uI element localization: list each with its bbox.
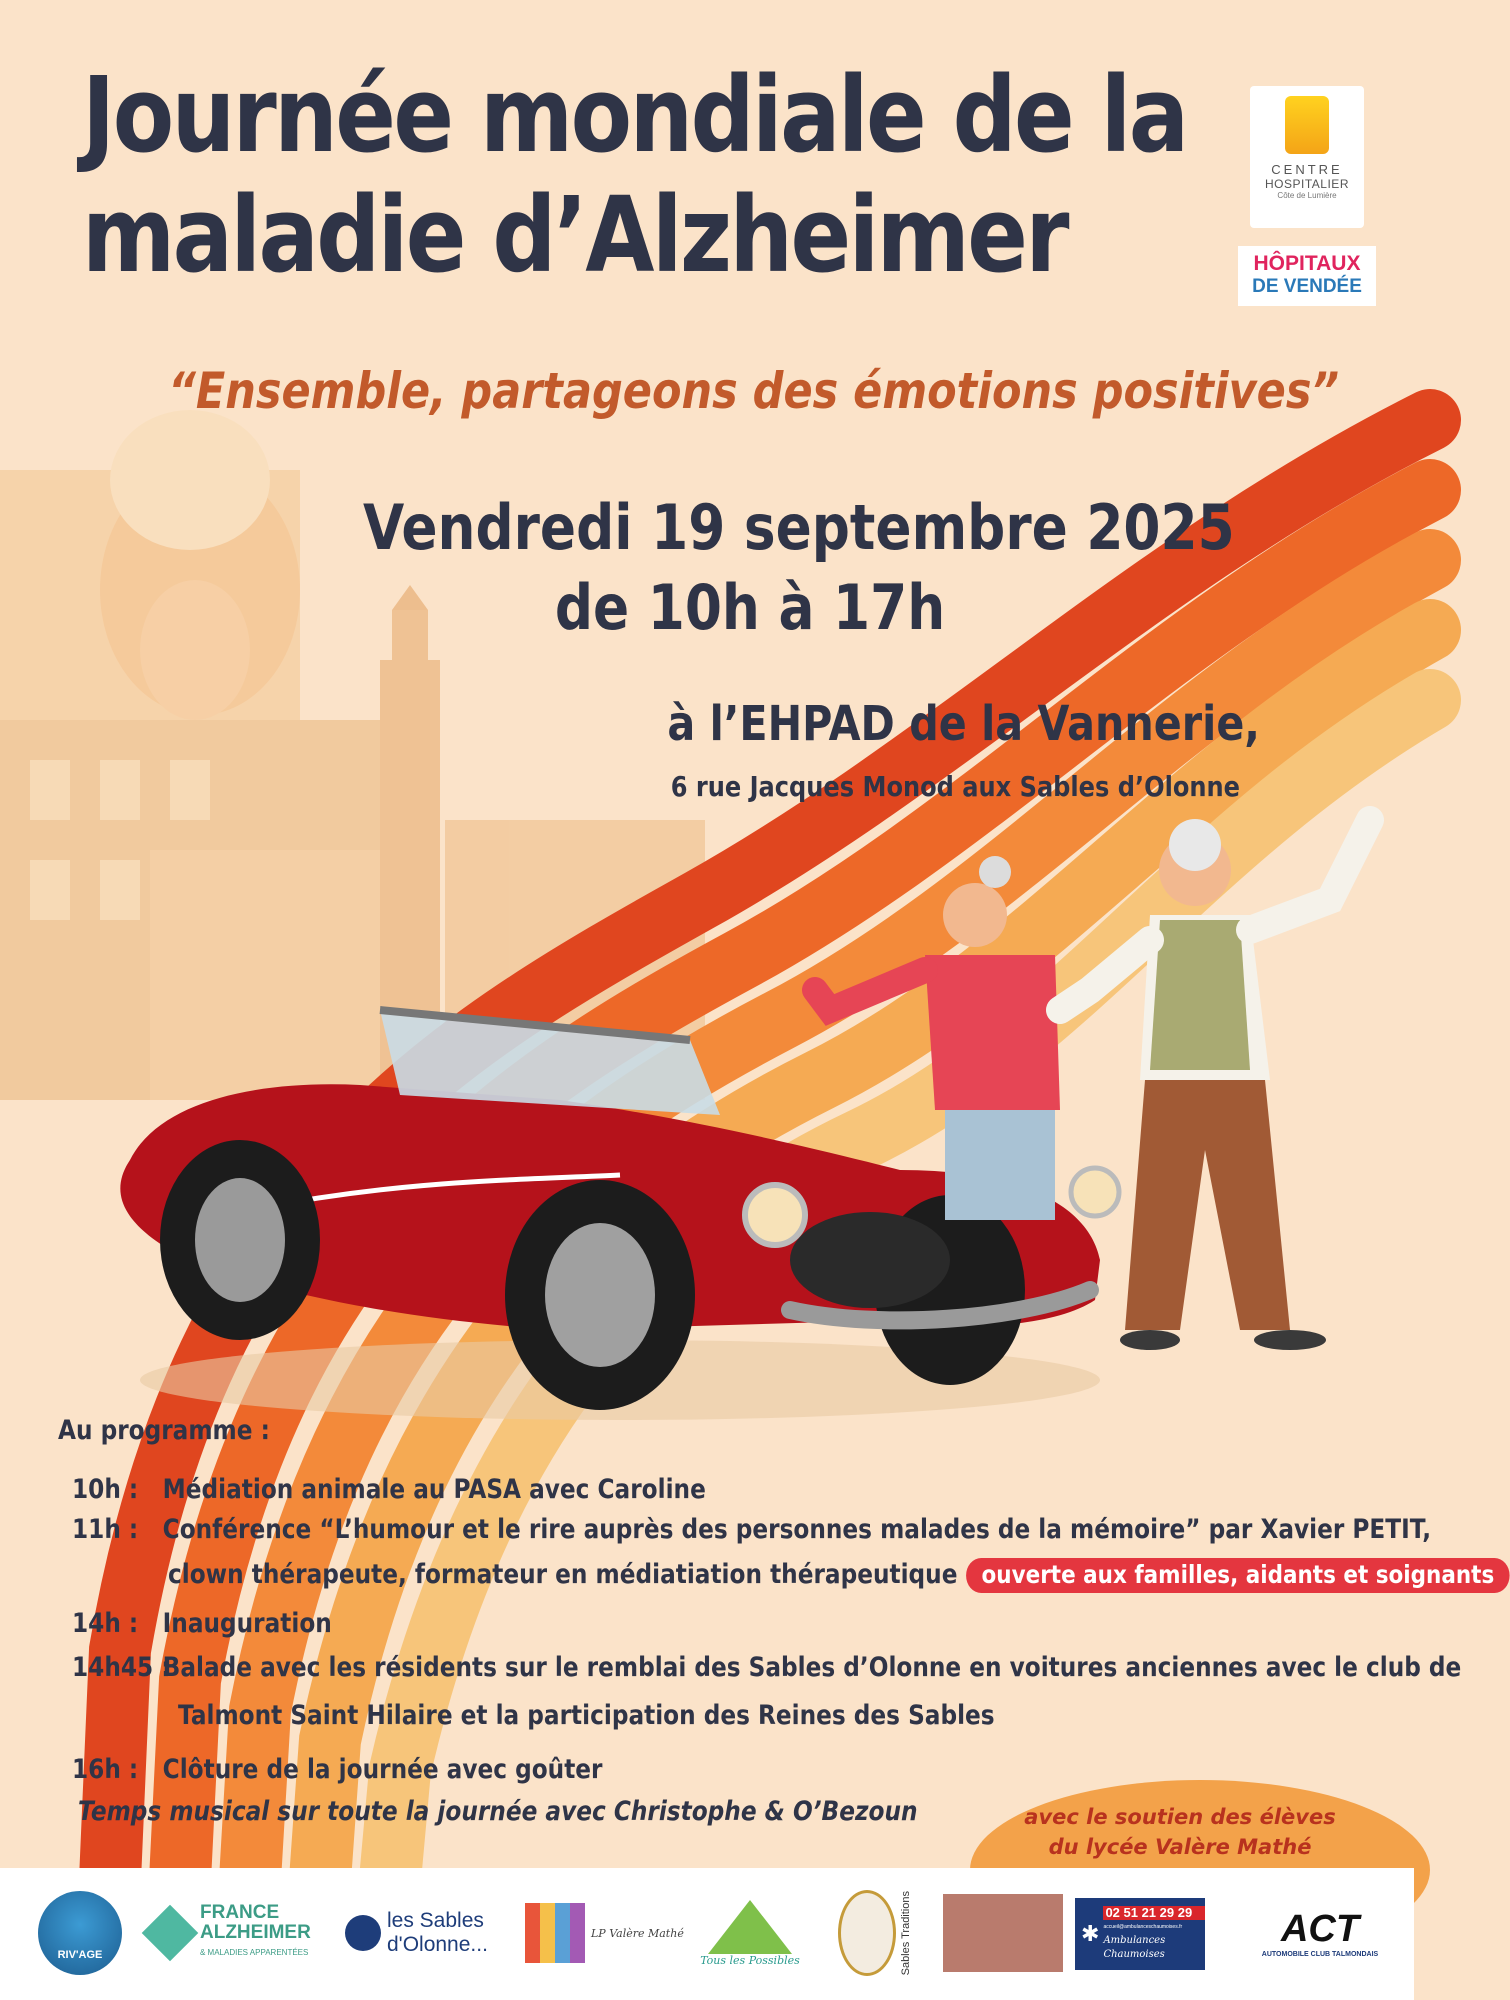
lp-colors-mark-icon: [525, 1903, 585, 1963]
program-time: 14h :: [72, 1608, 139, 1639]
ch-line-2: HOSPITALIER: [1265, 177, 1349, 191]
event-date: [363, 488, 1235, 648]
fa-line-3: & MALADIES APPARENTÉES: [200, 1948, 309, 1957]
program-item: [72, 1474, 706, 1505]
fa-line-1: FRANCE: [200, 1902, 280, 1923]
sables-line-2: d'Olonne...: [387, 1933, 488, 1956]
riv-age-logo: [30, 1886, 130, 1980]
program-item-continued: [168, 1558, 1510, 1593]
house-roof-icon: [708, 1900, 792, 1954]
support-line-2: du lycée Valère Mathé: [1048, 1835, 1312, 1859]
program-item: [72, 1754, 602, 1785]
sables-line-1: les Sables: [387, 1909, 484, 1932]
amb-email: accueil@ambulanceschaumoises.fr: [1103, 1924, 1183, 1930]
program-heading: Au programme :: [58, 1415, 270, 1446]
riv-age-emblem-icon: RIV'AGE: [38, 1891, 122, 1975]
support-note: [1020, 1802, 1340, 1862]
act-sub: AUTOMOBILE CLUB TALMONDAIS: [1261, 1951, 1379, 1958]
program-text-2: Talmont Saint Hilaire et la participation des Reines des Sables: [178, 1700, 995, 1731]
partner-card-icon: [943, 1894, 1063, 1972]
program-text: Clôture de la journée avec goûter: [162, 1754, 603, 1785]
title-line-2: maladie d’Alzheimer: [82, 174, 1067, 296]
program-item-continued: [178, 1700, 995, 1731]
date-line-1: Vendredi 19 septembre 2025: [363, 491, 1235, 564]
program-time: 14h45 :: [72, 1652, 171, 1683]
amb-name: Ambulances Chaumoises: [1103, 1935, 1166, 1960]
program-item: [72, 1514, 1431, 1545]
sables-traditions-logo: [825, 1886, 925, 1980]
program-time: 11h :: [72, 1514, 139, 1545]
program-text: Médiation animale au PASA avec Caroline: [162, 1474, 706, 1505]
sables-olonne-mark-icon: [345, 1915, 381, 1951]
title-line-1: Journée mondiale de la: [82, 54, 1187, 176]
act-name: ACT: [1280, 1908, 1360, 1950]
program-item: [72, 1652, 1461, 1683]
date-line-2: de 10h à 17h: [554, 571, 946, 644]
france-alzheimer-logo: [150, 1886, 320, 1980]
possibles-name: Tous les Possibles: [700, 1953, 800, 1967]
subtitle: “Ensemble, partageons des émotions positives”: [168, 362, 1340, 420]
sables-traditions-portrait-icon: [838, 1890, 896, 1976]
program-text: Inauguration: [162, 1608, 332, 1639]
hv-line-1: HÔPITAUX: [1253, 252, 1361, 275]
ambulances-chaumoises-logo: [1075, 1898, 1205, 1970]
program-item: [72, 1608, 332, 1639]
lp-name: LP Valère Mathé: [591, 1926, 684, 1940]
program-time: 16h :: [72, 1754, 139, 1785]
address: 6 rue Jacques Monod aux Sables d’Olonne: [670, 770, 1240, 803]
audience-badge: ouverte aux familles, aidants et soignants: [966, 1558, 1510, 1593]
musical-note: Temps musical sur toute la journée avec Christophe & O’Bezoun: [78, 1796, 918, 1827]
centre-hospitalier-logo: [1250, 86, 1364, 228]
sables-olonne-logo: [345, 1886, 505, 1980]
traditions-name: Sables Traditions: [900, 1890, 912, 1976]
lp-valere-mathe-logo: [525, 1886, 695, 1980]
program-time: 10h :: [72, 1474, 139, 1505]
fa-line-2: ALZHEIMER: [200, 1922, 311, 1943]
program-text: Conférence “L’humour et le rire auprès des personnes malades de la mémoire” par Xavier PETIT,: [162, 1514, 1432, 1545]
automobile-club-talmondais-logo: [1255, 1886, 1385, 1980]
bordeaux-partner-logo: [940, 1886, 1065, 1980]
program-text: Balade avec les résidents sur le remblai des Sables d’Olonne en voitures anciennes avec le club de: [162, 1652, 1462, 1683]
venue: à l’EHPAD de la Vannerie,: [667, 696, 1260, 752]
centre-hospitalier-mark-icon: [1285, 96, 1329, 154]
amb-phone: 02 51 21 29 29: [1103, 1906, 1205, 1920]
hv-line-2: DE VENDÉE: [1252, 276, 1362, 297]
ch-line-3: Côte de Lumière: [1277, 191, 1337, 200]
ch-line-1: CENTRE: [1271, 162, 1343, 177]
hopitaux-de-vendee-logo: [1238, 246, 1376, 306]
tous-les-possibles-logo: [690, 1886, 810, 1980]
support-line-1: avec le soutien des élèves: [1024, 1805, 1336, 1829]
program-text-2: clown thérapeute, formateur en médiatiation thérapeutique: [168, 1559, 958, 1590]
france-alzheimer-mark-icon: [142, 1905, 199, 1962]
star-of-life-icon: ✱: [1081, 1921, 1100, 1946]
